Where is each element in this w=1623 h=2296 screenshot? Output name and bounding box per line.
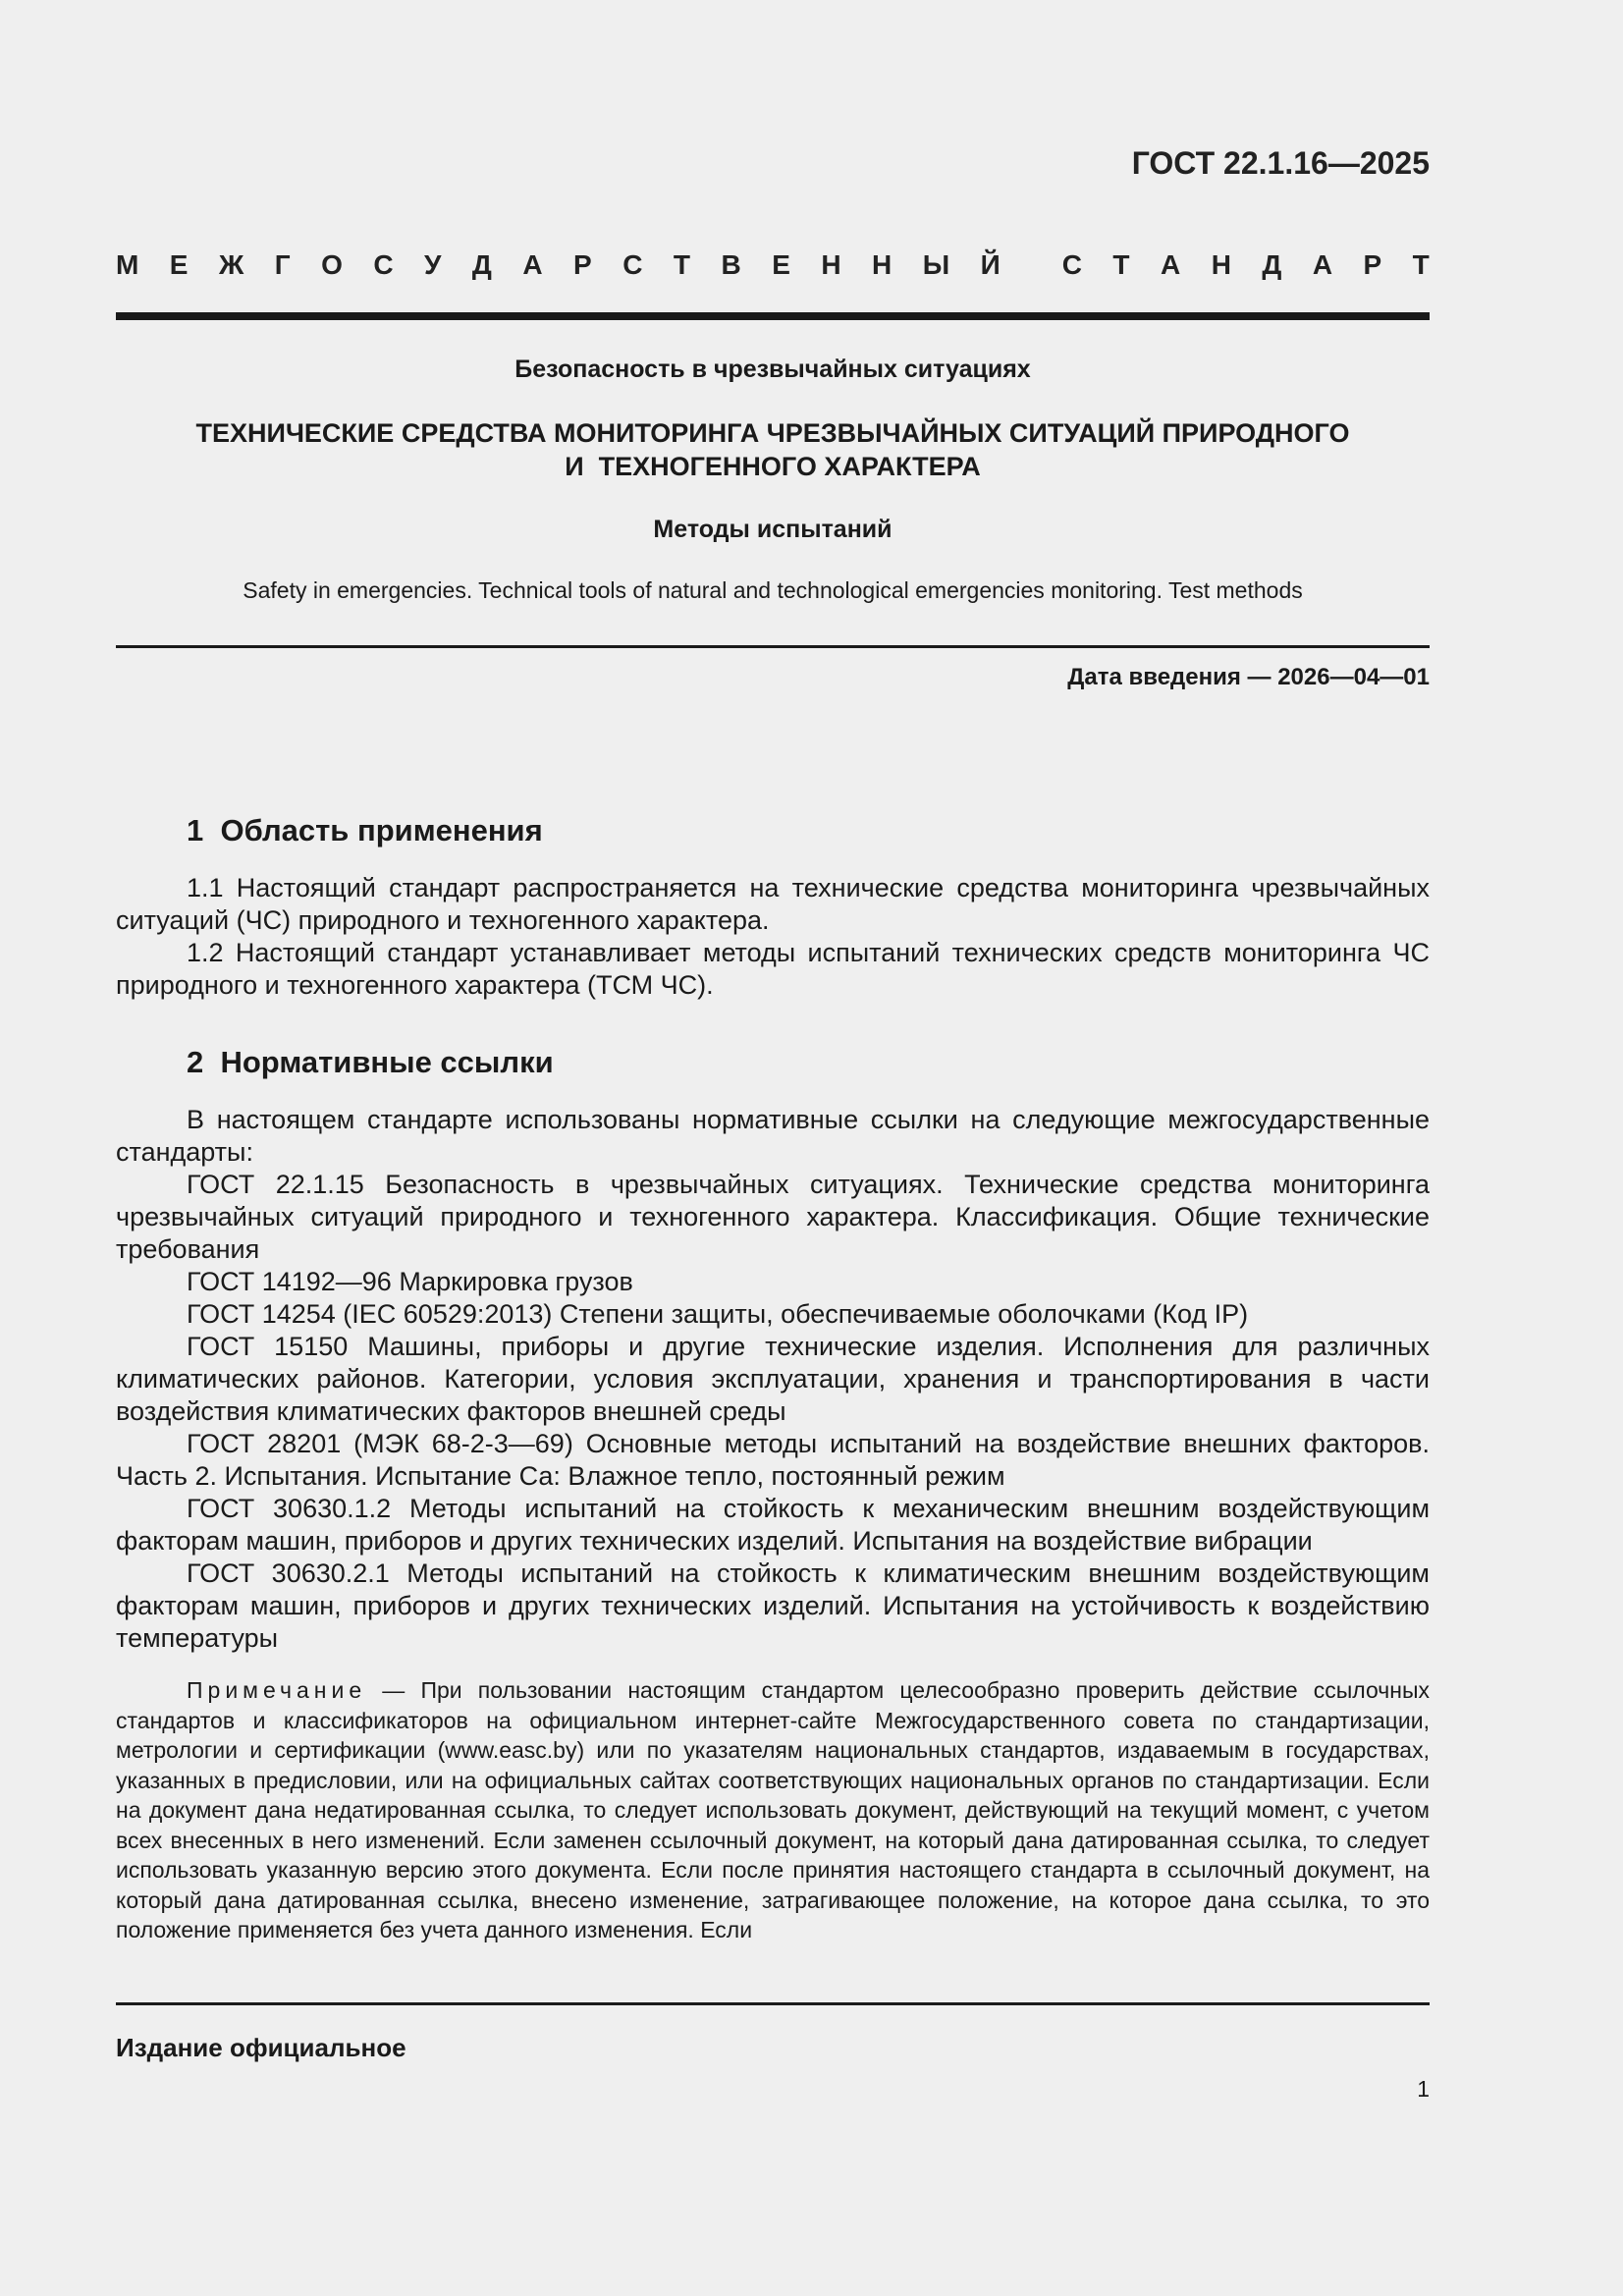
- standard-type-letter: В: [721, 249, 741, 280]
- standard-type-letter: Й: [980, 249, 1001, 280]
- title-divider: [116, 645, 1430, 648]
- note-paragraph: [116, 1675, 1430, 1945]
- document-number: ГОСТ 22.1.16—2025: [1131, 145, 1430, 181]
- main-title-line-1: ТЕХНИЧЕСКИЕ СРЕДСТВА МОНИТОРИНГА ЧРЕЗВЫЧАЙНЫХ СИТУАЦИЙ ПРИРОДНОГО: [195, 418, 1350, 448]
- introduction-date: Дата введения — 2026—04—01: [1067, 664, 1430, 690]
- paragraph: 1.1 Настоящий стандарт распространяется на технические средства мониторинга чрезвычайных ситуаций (ЧС) природного и техногенного характера.: [116, 873, 1430, 935]
- standard-type-letter: С: [373, 249, 394, 280]
- standard-type-letter: Т: [1112, 249, 1130, 280]
- paragraph: В настоящем стандарте использованы нормативные ссылки на следующие межгосударственные стандарты:: [116, 1105, 1430, 1167]
- main-title-line-2: И ТЕХНОГЕННОГО ХАРАКТЕРА: [565, 452, 981, 481]
- standard-type-letter: Т: [673, 249, 691, 280]
- standard-type-letter: Н: [872, 249, 893, 280]
- title-subtitle: Методы испытаний: [653, 516, 893, 543]
- section-2-heading: 2 Нормативные ссылки: [187, 1045, 554, 1079]
- reference-item: ГОСТ 30630.1.2 Методы испытаний на стойкость к механическим внешним воздействующим факторам машин, приборов и других технических изделий. Испытания на воздействие вибрации: [116, 1494, 1430, 1556]
- standard-type-letter: Р: [573, 249, 592, 280]
- main-title: [116, 416, 1430, 483]
- reference-item: ГОСТ 14192—96 Маркировка грузов: [187, 1267, 633, 1296]
- standard-type-letter: А: [522, 249, 543, 280]
- standard-type-letter: Д: [1262, 249, 1282, 280]
- reference-item: ГОСТ 22.1.15 Безопасность в чрезвычайных ситуациях. Технические средства мониторинга чрезвычайных ситуаций природного и техногенного характера. Классификация. Общие технические требования: [116, 1170, 1430, 1264]
- standard-type-letter: М: [116, 249, 139, 280]
- official-edition-label: Издание официальное: [116, 2033, 406, 2062]
- reference-item: ГОСТ 14254 (IEC 60529:2013) Степени защиты, обеспечиваемые оболочками (Код IP): [187, 1299, 1249, 1329]
- standard-type-letter: Н: [821, 249, 841, 280]
- note-text: — При пользовании настоящим стандартом целесообразно проверить действие ссылочных стандартов и классификаторов на официальном интернет-сайте Межгосударственного совета по стандартизации, метрологии и сертификации (www.easc.by) или по указателям национальных стандартов, издаваемым в государствах, указанных в предисловии, или на официальных сайтах соответствующих национальных органов по стандартизации. Если на документ дана недатированная ссылка, то следует использовать документ, действующий на текущий момент, с учетом всех внесенных в него изменений. Если заменен ссылочный документ, на который дана датированная ссылка, то следует использовать указанную версию этого документа. Если после принятия настоящего стандарта в ссылочный документ, на который дана датированная ссылка, внесено изменение, затрагивающее положение, на которое дана ссылка, то это положение применяется без учета данного изменения. Если: [116, 1677, 1430, 1942]
- reference-item: ГОСТ 30630.2.1 Методы испытаний на стойкость к климатическим внешним воздействующим факторам машин, приборов и других технических изделий. Испытания на устойчивость к воздействию температуры: [116, 1558, 1430, 1653]
- standard-type-letter: Г: [274, 249, 291, 280]
- standard-type-letter: О: [321, 249, 343, 280]
- note-label: Примечание: [187, 1677, 367, 1703]
- standard-type-letter: Р: [1363, 249, 1382, 280]
- standard-type-letter: Ж: [218, 249, 244, 280]
- standard-type-letter: А: [1160, 249, 1181, 280]
- reference-item: ГОСТ 28201 (МЭК 68-2-3—69) Основные методы испытаний на воздействие внешних факторов. Часть 2. Испытания. Испытание Са: Влажное тепло, постоянный режим: [116, 1429, 1430, 1491]
- standard-type-letter: С: [622, 249, 643, 280]
- standard-type-letter: Д: [471, 249, 492, 280]
- standard-type-letter: Ы: [922, 249, 950, 280]
- standard-type-letter: А: [1312, 249, 1333, 280]
- standard-type-letter: С: [1061, 249, 1082, 280]
- header-thick-divider: [116, 312, 1430, 320]
- section-1-heading: 1 Область применения: [187, 813, 543, 847]
- footer-divider: [116, 2002, 1430, 2005]
- title-topic: Безопасность в чрезвычайных ситуациях: [514, 355, 1031, 383]
- standard-type-letter: Е: [169, 249, 189, 280]
- page-number: 1: [1417, 2076, 1430, 2102]
- section-1-body: [116, 872, 1430, 1002]
- standard-type-heading: [116, 249, 1430, 281]
- english-title: Safety in emergencies. Technical tools of natural and technological emergencies monitoring. Test methods: [243, 577, 1303, 603]
- reference-item: ГОСТ 15150 Машины, приборы и другие технические изделия. Исполнения для различных климатических районов. Категории, условия эксплуатации, хранения и транспортирования в части воздействия климатических факторов внешней среды: [116, 1332, 1430, 1426]
- standard-type-letter: Т: [1412, 249, 1430, 280]
- standard-type-letter: Е: [772, 249, 790, 280]
- standard-type-letter: У: [424, 249, 442, 280]
- paragraph: 1.2 Настоящий стандарт устанавливает методы испытаний технических средств мониторинга ЧС природного и техногенного характера (ТСМ ЧС).: [116, 938, 1430, 1000]
- standard-type-letter: Н: [1211, 249, 1231, 280]
- section-2-body: [116, 1104, 1430, 1655]
